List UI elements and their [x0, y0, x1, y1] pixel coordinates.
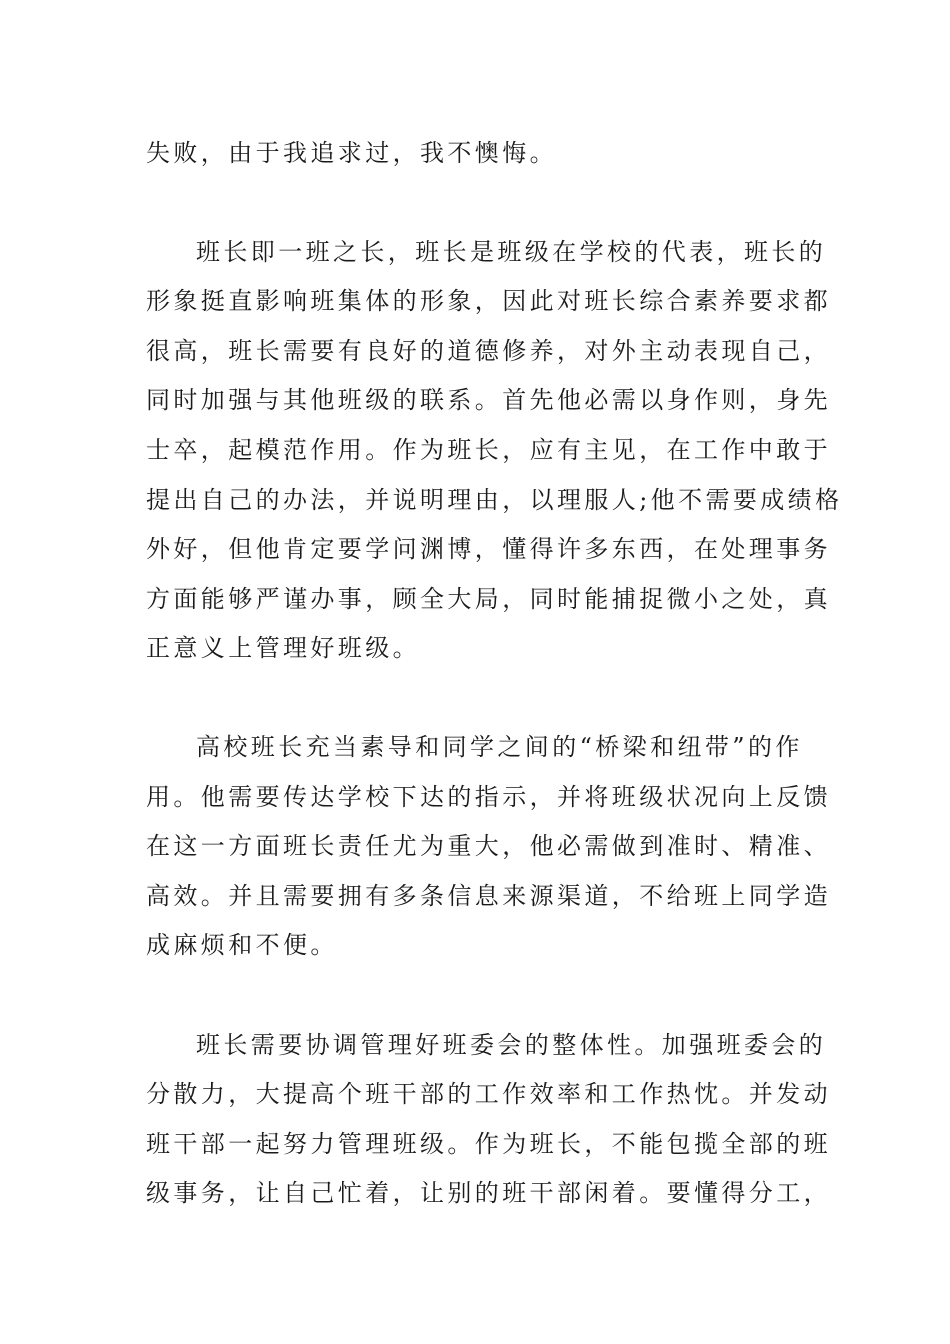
text-line: 成麻烦和不便。: [146, 931, 338, 959]
text-line: 方面能够严谨办事，顾全大局，同时能捕捉微小之处，真: [146, 585, 831, 613]
text-line: 士卒，起模范作用。作为班长，应有主见，在工作中敢于: [146, 436, 831, 464]
text-line: 用。他需要传达学校下达的指示，并将班级状况向上反馈: [146, 783, 831, 811]
text-line: 外好，但他肯定要学问渊博，懂得许多东西，在处理事务: [146, 535, 831, 563]
text-line: 班长需要协调管理好班委会的整体性。加强班委会的: [196, 1031, 827, 1059]
text-line: 正意义上管理好班级。: [146, 634, 420, 662]
text-line: 同时加强与其他班级的联系。首先他必需以身作则，身先: [146, 386, 831, 414]
text-line: 班长即一班之长，班长是班级在学校的代表，班长的: [196, 238, 827, 266]
text-line: 失败，由于我追求过，我不懊悔。: [146, 139, 557, 167]
text-line: 提出自己的办法，并说明理由，以理服人;他不需要成绩格: [146, 486, 843, 514]
text-line: 级事务，让自己忙着，让别的班干部闲着。要懂得分工，: [146, 1179, 831, 1207]
text-line: 分散力，大提高个班干部的工作效率和工作热忱。并发动: [146, 1080, 831, 1108]
text-line: 在这一方面班长责任尤为重大，他必需做到准时、精准、: [146, 832, 831, 860]
text-line: 高效。并且需要拥有多条信息来源渠道，不给班上同学造: [146, 882, 831, 910]
text-line: 形象挺直影响班集体的形象，因此对班长综合素养要求都: [146, 287, 831, 315]
text-line: 很高，班长需要有良好的道德修养，对外主动表现自己，: [146, 337, 831, 365]
text-line: 班干部一起努力管理班级。作为班长，不能包揽全部的班: [146, 1130, 831, 1158]
text-line: 高校班长充当素导和同学之间的“桥梁和纽带”的作: [196, 733, 803, 761]
